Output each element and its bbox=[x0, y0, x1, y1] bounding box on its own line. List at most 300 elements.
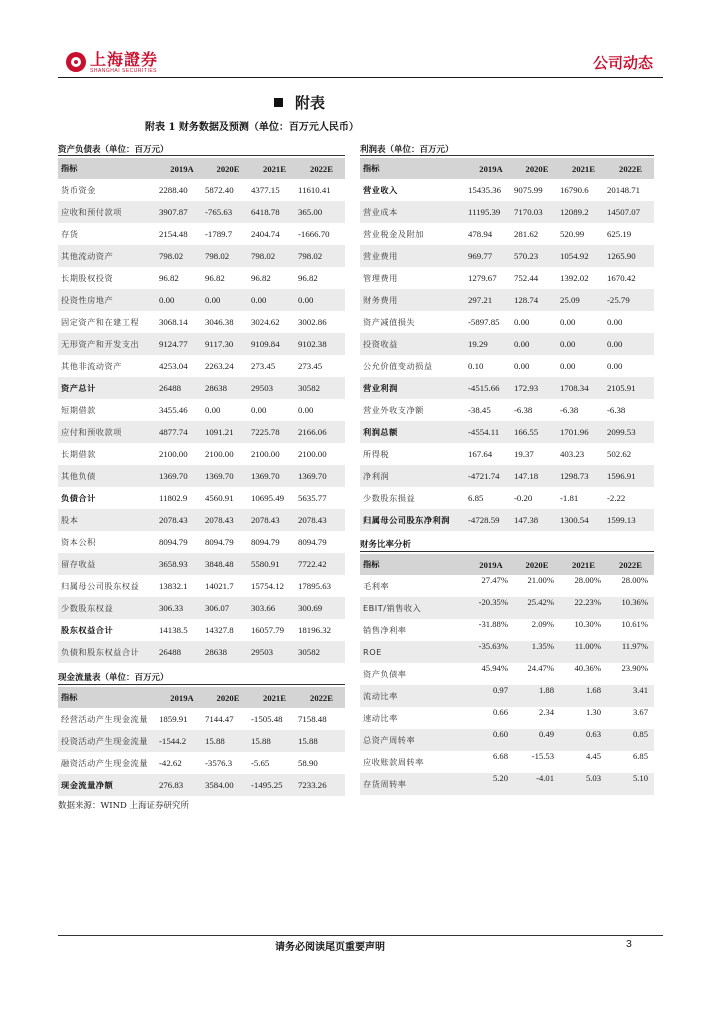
row-value: 19.37 bbox=[514, 449, 534, 459]
company-logo bbox=[66, 52, 158, 74]
row-label: 少数股东损益 bbox=[363, 492, 416, 503]
table-row bbox=[58, 311, 345, 333]
row-value: 3907.87 bbox=[159, 201, 205, 223]
row-value: 2078.43 bbox=[159, 509, 205, 531]
table-row bbox=[58, 575, 345, 597]
row-value: 2105.91 bbox=[607, 377, 654, 399]
row-value: 14021.7 bbox=[205, 581, 234, 591]
header-divider bbox=[58, 77, 663, 78]
row-value: -4728.59 bbox=[468, 509, 514, 531]
table-row bbox=[360, 289, 654, 311]
section-title bbox=[274, 92, 325, 113]
row-label: 管理费用 bbox=[363, 272, 398, 283]
cash-flow-table bbox=[58, 687, 345, 796]
row-value: 3848.48 bbox=[205, 553, 251, 575]
table-row bbox=[360, 707, 654, 729]
section-title-text: 附表 bbox=[295, 94, 326, 112]
row-value: 798.02 bbox=[251, 245, 298, 267]
row-value: 3.41 bbox=[607, 685, 654, 707]
ratio-analysis-table bbox=[360, 554, 654, 795]
column-header-year: 2021E bbox=[251, 687, 298, 708]
row-value: 403.23 bbox=[560, 449, 585, 459]
row-value: 273.45 bbox=[298, 361, 323, 371]
row-value: 26488 bbox=[159, 377, 205, 399]
row-label: 无形资产和开发支出 bbox=[58, 333, 159, 355]
income-statement-rule bbox=[360, 155, 654, 156]
row-value: 3658.93 bbox=[159, 553, 205, 575]
row-value: 11802.9 bbox=[159, 493, 188, 503]
table-header-row bbox=[58, 158, 345, 179]
row-label: 销售净利率 bbox=[363, 624, 407, 635]
row-label: 应收账款周转率 bbox=[363, 756, 424, 767]
row-label: 其他负债 bbox=[58, 465, 159, 487]
table-row bbox=[58, 267, 345, 289]
ratio-analysis-title: 财务比率分析 bbox=[360, 540, 412, 550]
row-value: 6.85 bbox=[632, 751, 648, 761]
row-value: 969.77 bbox=[468, 245, 514, 267]
row-value: -3576.3 bbox=[205, 758, 233, 768]
row-value: 520.99 bbox=[560, 229, 585, 239]
row-label: 资产负债率 bbox=[363, 668, 407, 679]
row-value: 7722.42 bbox=[298, 553, 345, 575]
table-row bbox=[360, 751, 654, 773]
row-value: -20.35% bbox=[468, 597, 514, 619]
row-label: 营业税金及附加 bbox=[363, 228, 424, 239]
row-value: 7225.78 bbox=[251, 421, 298, 443]
bullet-square-icon bbox=[274, 98, 283, 107]
row-label: 所得税 bbox=[363, 448, 390, 459]
table-row bbox=[58, 289, 345, 311]
row-value: 11.00% bbox=[560, 641, 607, 663]
row-value: -35.63% bbox=[468, 641, 514, 663]
row-value: 15435.36 bbox=[468, 185, 501, 195]
table-row bbox=[360, 333, 654, 355]
row-label: 净利润 bbox=[360, 465, 468, 487]
row-value: 0.49 bbox=[514, 729, 560, 751]
row-value: 24.47% bbox=[527, 663, 554, 673]
row-value: 28.00% bbox=[574, 575, 601, 585]
row-label: 流动比率 bbox=[360, 685, 468, 707]
row-value: 1369.70 bbox=[251, 465, 298, 487]
row-value: 2100.00 bbox=[298, 449, 327, 459]
row-value: 0.00 bbox=[298, 405, 314, 415]
table-row bbox=[58, 774, 345, 796]
row-value: -42.62 bbox=[159, 758, 182, 768]
row-value: 17895.63 bbox=[298, 581, 331, 591]
row-value: 28638 bbox=[205, 641, 251, 663]
row-value: 0.00 bbox=[298, 289, 345, 311]
column-header-year: 2020E bbox=[205, 687, 251, 708]
row-value: 29503 bbox=[251, 377, 298, 399]
row-value: 0.00 bbox=[205, 405, 221, 415]
column-header-year: 2022E bbox=[607, 554, 654, 575]
table-row bbox=[58, 399, 345, 421]
row-value: 0.00 bbox=[607, 333, 654, 355]
row-value: 502.62 bbox=[607, 449, 632, 459]
footer-divider bbox=[58, 935, 663, 936]
row-value: -2.22 bbox=[607, 493, 626, 503]
row-value: 2078.43 bbox=[251, 509, 298, 531]
row-value: 18196.32 bbox=[298, 625, 331, 635]
row-value: 30582 bbox=[298, 641, 345, 663]
table-row bbox=[360, 619, 654, 641]
column-header-year: 2021E bbox=[251, 158, 298, 179]
logo-chinese-name: 上海證券 bbox=[90, 50, 159, 69]
row-value: 2099.53 bbox=[607, 421, 654, 443]
table-row bbox=[58, 553, 345, 575]
row-label: 固定资产和在建工程 bbox=[61, 316, 140, 327]
row-value: 2.34 bbox=[538, 707, 554, 717]
balance-sheet-table bbox=[58, 158, 345, 663]
table-row bbox=[360, 465, 654, 487]
row-value: 29503 bbox=[251, 641, 298, 663]
row-value: 0.00 bbox=[607, 361, 623, 371]
row-label: 长期股权投资 bbox=[61, 272, 114, 283]
row-value: -4515.66 bbox=[468, 377, 514, 399]
row-value: -6.38 bbox=[514, 405, 533, 415]
column-header-year: 2022E bbox=[298, 687, 345, 708]
page-header bbox=[58, 50, 663, 80]
table-caption: 附表 1 财务数据及预测（单位：百万元人民币） bbox=[145, 122, 359, 133]
row-value: 8094.79 bbox=[251, 537, 280, 547]
row-value: 23.90% bbox=[621, 663, 648, 673]
row-value: 3.67 bbox=[632, 707, 648, 717]
row-value: 1369.70 bbox=[298, 465, 345, 487]
row-label: 应收和预付款项 bbox=[58, 201, 159, 223]
row-value: 3024.62 bbox=[251, 317, 280, 327]
table-row bbox=[360, 421, 654, 443]
row-value: 15754.12 bbox=[251, 581, 284, 591]
row-value: 0.00 bbox=[514, 361, 530, 371]
logo-english-name: SHANGHAI SECURITIES bbox=[90, 68, 158, 74]
row-value: 0.00 bbox=[560, 317, 576, 327]
row-value: 128.74 bbox=[514, 289, 560, 311]
row-value: 96.82 bbox=[298, 273, 318, 283]
row-value: 2100.00 bbox=[251, 449, 280, 459]
row-value: 2100.00 bbox=[205, 449, 234, 459]
row-value: 1369.70 bbox=[205, 465, 251, 487]
row-value: 147.38 bbox=[514, 509, 560, 531]
ratio-analysis-rule bbox=[360, 551, 654, 552]
table-row bbox=[58, 730, 345, 752]
row-value: 3068.14 bbox=[159, 317, 188, 327]
row-value: 798.02 bbox=[205, 245, 251, 267]
row-value: 752.44 bbox=[514, 273, 539, 283]
row-value: 6418.78 bbox=[251, 201, 298, 223]
row-value: 7170.03 bbox=[514, 201, 560, 223]
row-label: 股东权益合计 bbox=[61, 624, 114, 635]
row-value: 273.45 bbox=[251, 361, 276, 371]
row-value: 0.63 bbox=[560, 729, 607, 751]
row-value: 22.23% bbox=[560, 597, 607, 619]
row-value: 4.45 bbox=[585, 751, 601, 761]
row-value: 30582 bbox=[298, 377, 345, 399]
row-value: 25.09 bbox=[560, 289, 607, 311]
row-value: 96.82 bbox=[205, 273, 225, 283]
row-value: 9102.38 bbox=[298, 333, 345, 355]
row-value: 14138.5 bbox=[159, 625, 188, 635]
row-value: -4.01 bbox=[514, 773, 560, 795]
row-value: 9117.30 bbox=[205, 333, 251, 355]
row-value: 2404.74 bbox=[251, 229, 280, 239]
row-value: 5.10 bbox=[607, 773, 654, 795]
row-value: 1.35% bbox=[514, 641, 560, 663]
row-value: 0.00 bbox=[251, 289, 298, 311]
row-value: 1369.70 bbox=[159, 465, 205, 487]
row-label: 公允价值变动损益 bbox=[363, 360, 433, 371]
row-value: 10.36% bbox=[607, 597, 654, 619]
column-header-year: 2020E bbox=[205, 158, 251, 179]
row-label: 毛利率 bbox=[363, 580, 390, 591]
table-row bbox=[360, 773, 654, 795]
row-value: 16790.6 bbox=[560, 185, 589, 195]
table-row bbox=[360, 377, 654, 399]
row-value: 2154.48 bbox=[159, 229, 188, 239]
row-value: 1701.96 bbox=[560, 421, 607, 443]
table-row bbox=[58, 531, 345, 553]
column-header-year: 2019A bbox=[159, 687, 205, 708]
table-header-row bbox=[58, 687, 345, 708]
row-value: 28638 bbox=[205, 377, 251, 399]
table-row bbox=[58, 641, 345, 663]
row-label: 现金流量净额 bbox=[58, 774, 159, 796]
row-value: 306.33 bbox=[159, 597, 205, 619]
row-value: 3455.46 bbox=[159, 405, 188, 415]
column-header-indicator: 指标 bbox=[360, 158, 468, 179]
row-value: 10.61% bbox=[621, 619, 648, 629]
row-label: 应付和预收款项 bbox=[58, 421, 159, 443]
row-label: 存货周转率 bbox=[360, 773, 468, 795]
row-value: 2078.43 bbox=[205, 509, 251, 531]
table-row bbox=[360, 487, 654, 509]
row-value: -1544.2 bbox=[159, 730, 205, 752]
row-label: 营业外收支净额 bbox=[363, 404, 424, 415]
row-value: 147.18 bbox=[514, 465, 560, 487]
row-value: -5897.85 bbox=[468, 317, 500, 327]
row-value: 2288.40 bbox=[159, 185, 188, 195]
row-label: 股本 bbox=[58, 509, 159, 531]
row-value: 276.83 bbox=[159, 774, 205, 796]
row-label: 融资活动产生现金流量 bbox=[61, 757, 148, 768]
income-statement-title: 利润表（单位：百万元） bbox=[360, 145, 454, 155]
row-value: 1.68 bbox=[560, 685, 607, 707]
row-value: 10695.49 bbox=[251, 493, 284, 503]
row-value: 0.10 bbox=[468, 361, 484, 371]
table-row bbox=[360, 597, 654, 619]
table-row bbox=[360, 399, 654, 421]
row-value: 1670.42 bbox=[607, 273, 636, 283]
data-source-note: 数据来源：WIND 上海证券研究所 bbox=[58, 801, 190, 811]
row-label: 投资性房地产 bbox=[58, 289, 159, 311]
row-value: 5872.40 bbox=[205, 185, 234, 195]
row-value: 167.64 bbox=[468, 449, 493, 459]
row-value: 5.03 bbox=[560, 773, 607, 795]
table-row bbox=[58, 179, 345, 201]
row-value: 2100.00 bbox=[159, 449, 188, 459]
row-label: 利润总额 bbox=[360, 421, 468, 443]
row-label: 归属母公司股东权益 bbox=[61, 580, 140, 591]
table-row bbox=[58, 509, 345, 531]
row-value: 21.00% bbox=[527, 575, 554, 585]
table-row bbox=[360, 575, 654, 597]
row-value: 1054.92 bbox=[560, 245, 607, 267]
row-value: -25.79 bbox=[607, 289, 654, 311]
column-header-year: 2019A bbox=[468, 554, 514, 575]
row-label: 经营活动产生现金流量 bbox=[61, 713, 148, 724]
row-value: 9075.99 bbox=[514, 185, 543, 195]
table-row bbox=[58, 708, 345, 730]
row-value: 13832.1 bbox=[159, 581, 188, 591]
row-value: -0.20 bbox=[514, 493, 533, 503]
row-value: 0.00 bbox=[251, 405, 267, 415]
row-value: 40.36% bbox=[574, 663, 601, 673]
table-row bbox=[58, 201, 345, 223]
column-header-year: 2020E bbox=[514, 158, 560, 179]
row-value: 281.62 bbox=[514, 229, 539, 239]
row-value: 1859.91 bbox=[159, 714, 188, 724]
row-value: 58.90 bbox=[298, 758, 318, 768]
row-value: 25.42% bbox=[514, 597, 560, 619]
row-value: 3584.00 bbox=[205, 774, 251, 796]
column-header-year: 2021E bbox=[560, 158, 607, 179]
row-value: 297.21 bbox=[468, 289, 514, 311]
table-row bbox=[360, 729, 654, 751]
row-value: 3046.38 bbox=[205, 317, 234, 327]
row-value: 172.93 bbox=[514, 377, 560, 399]
row-value: 8094.79 bbox=[298, 537, 327, 547]
column-header-indicator: 指标 bbox=[360, 554, 468, 575]
column-header-year: 2020E bbox=[514, 554, 560, 575]
table-row bbox=[58, 377, 345, 399]
row-value: 1596.91 bbox=[607, 465, 654, 487]
row-label: ROE bbox=[360, 641, 468, 663]
row-value: 1599.13 bbox=[607, 509, 654, 531]
row-label: 投资活动产生现金流量 bbox=[58, 730, 159, 752]
row-value: 300.69 bbox=[298, 597, 345, 619]
row-value: 0.00 bbox=[514, 333, 560, 355]
table-row bbox=[360, 201, 654, 223]
row-value: -4721.74 bbox=[468, 465, 514, 487]
row-value: 0.00 bbox=[560, 361, 576, 371]
row-value: 5635.77 bbox=[298, 493, 327, 503]
column-header-indicator: 指标 bbox=[58, 158, 159, 179]
row-value: 1.88 bbox=[514, 685, 560, 707]
table-row bbox=[58, 465, 345, 487]
table-row bbox=[360, 311, 654, 333]
row-label: 短期借款 bbox=[61, 404, 96, 415]
row-value: -38.45 bbox=[468, 405, 491, 415]
row-value: -6.38 bbox=[560, 405, 579, 415]
page-number: 3 bbox=[626, 938, 632, 950]
row-value: 1300.54 bbox=[560, 509, 607, 531]
row-value: 798.02 bbox=[159, 245, 205, 267]
row-value: 8094.79 bbox=[205, 537, 234, 547]
column-header-year: 2021E bbox=[560, 554, 607, 575]
table-row bbox=[58, 597, 345, 619]
table-row bbox=[58, 421, 345, 443]
row-label: 负债和股东权益合计 bbox=[58, 641, 159, 663]
footer-disclaimer: 请务必阅读尾页重要声明 bbox=[275, 942, 385, 953]
row-value: -4554.11 bbox=[468, 421, 514, 443]
row-value: 15.88 bbox=[298, 730, 345, 752]
table-row bbox=[58, 443, 345, 465]
table-row bbox=[58, 619, 345, 641]
row-value: 15.88 bbox=[205, 730, 251, 752]
row-label: 资产减值损失 bbox=[363, 316, 416, 327]
row-value: 2263.24 bbox=[205, 361, 234, 371]
balance-sheet-rule bbox=[58, 155, 345, 156]
row-value: 19.29 bbox=[468, 333, 514, 355]
table-row bbox=[360, 223, 654, 245]
row-value: 12089.2 bbox=[560, 201, 607, 223]
row-value: 365.00 bbox=[298, 201, 345, 223]
row-value: -1505.48 bbox=[251, 714, 283, 724]
row-label: 存货 bbox=[61, 228, 79, 239]
row-value: 166.55 bbox=[514, 421, 560, 443]
row-label: 营业费用 bbox=[360, 245, 468, 267]
row-value: 15.88 bbox=[251, 730, 298, 752]
row-label: 留存收益 bbox=[58, 553, 159, 575]
table-row bbox=[58, 223, 345, 245]
row-value: 0.00 bbox=[607, 317, 623, 327]
row-value: 7144.47 bbox=[205, 714, 234, 724]
balance-sheet-title: 资产负债表（单位：百万元） bbox=[58, 145, 169, 155]
table-row bbox=[360, 641, 654, 663]
row-label: 营业利润 bbox=[360, 377, 468, 399]
row-value: -1789.7 bbox=[205, 229, 233, 239]
row-value: 0.60 bbox=[468, 729, 514, 751]
row-value: -1666.70 bbox=[298, 229, 330, 239]
row-value: 28.00% bbox=[621, 575, 648, 585]
row-value: 625.19 bbox=[607, 229, 632, 239]
table-row bbox=[360, 443, 654, 465]
logo-emblem-icon bbox=[66, 52, 86, 72]
income-statement-table bbox=[360, 158, 654, 531]
row-value: 14327.8 bbox=[205, 625, 234, 635]
table-row bbox=[58, 333, 345, 355]
column-header-indicator: 指标 bbox=[58, 687, 159, 708]
row-value: -5.65 bbox=[251, 758, 270, 768]
row-value: 4377.15 bbox=[251, 185, 280, 195]
row-value: 8094.79 bbox=[159, 537, 188, 547]
row-value: 1265.90 bbox=[607, 245, 654, 267]
table-row bbox=[360, 663, 654, 685]
column-header-year: 2019A bbox=[468, 158, 514, 179]
row-label: 归属母公司股东净利润 bbox=[360, 509, 468, 531]
table-row bbox=[360, 245, 654, 267]
row-value: 3002.86 bbox=[298, 317, 327, 327]
table-row bbox=[58, 487, 345, 509]
row-value: 2.09% bbox=[531, 619, 554, 629]
row-value: 2166.06 bbox=[298, 421, 345, 443]
table-row bbox=[360, 267, 654, 289]
table-row bbox=[360, 179, 654, 201]
row-value: 14507.07 bbox=[607, 201, 654, 223]
row-value: 798.02 bbox=[298, 245, 345, 267]
row-label: 其他非流动资产 bbox=[61, 360, 122, 371]
row-value: 1.30 bbox=[585, 707, 601, 717]
row-value: 303.66 bbox=[251, 597, 298, 619]
row-value: 45.94% bbox=[481, 663, 508, 673]
row-value: 2078.43 bbox=[298, 509, 345, 531]
row-label: 负债合计 bbox=[61, 492, 96, 503]
column-header-year: 2019A bbox=[159, 158, 205, 179]
row-value: 6.85 bbox=[468, 493, 484, 503]
row-label: 长期借款 bbox=[61, 448, 96, 459]
row-label: EBIT/销售收入 bbox=[360, 597, 468, 619]
report-type: 公司动态 bbox=[592, 54, 653, 72]
row-value: 0.85 bbox=[607, 729, 654, 751]
